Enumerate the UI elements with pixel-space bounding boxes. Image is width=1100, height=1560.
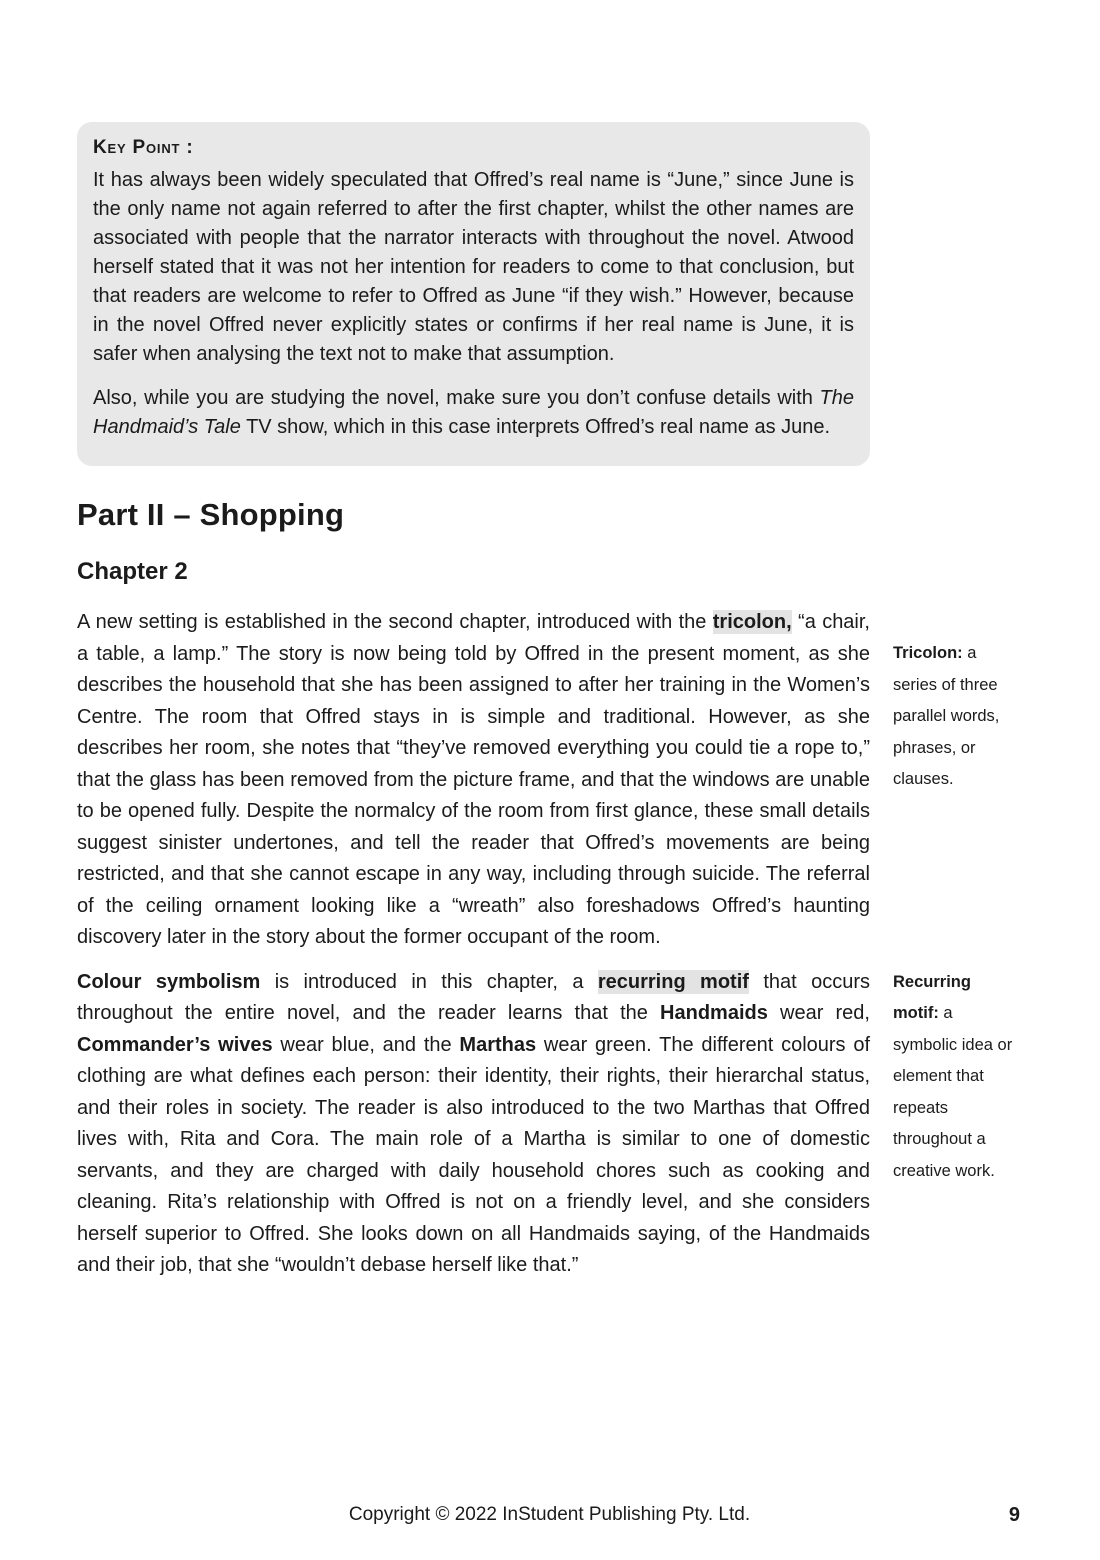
page-footer bbox=[77, 1504, 1022, 1526]
key-point-label: Key Point : bbox=[93, 137, 194, 158]
body-paragraph-1 bbox=[77, 607, 870, 954]
content-row-1 bbox=[77, 607, 1022, 954]
part-title: Part II – Shopping bbox=[77, 497, 345, 532]
text-segment: TV show, which in this case interprets Offred’s real name as June. bbox=[240, 416, 831, 438]
key-point-paragraph-2 bbox=[93, 384, 854, 442]
copyright-text: Copyright © 2022 InStudent Publishing Pty. Ltd. bbox=[348, 1504, 751, 1525]
text-segment: Also, while you are studying the novel, make sure you don’t confuse details with bbox=[93, 387, 820, 409]
text-segment: The Handmaid’s Tale bbox=[93, 387, 854, 438]
margin-note-recurring-motif bbox=[893, 967, 1021, 1188]
text-segment: tricolon, bbox=[712, 611, 792, 633]
text-segment: Recurring motif: bbox=[893, 972, 971, 1022]
text-segment: A new setting is established in the second chapter, introduced with the bbox=[77, 611, 713, 633]
text-segment: a symbolic idea or element that repeats throughout a creative work. bbox=[893, 1004, 1013, 1180]
text-segment: Tricolon: bbox=[893, 644, 963, 662]
body-paragraph-2 bbox=[77, 967, 870, 1282]
text-segment: that occurs throughout the entire novel, and the reader learns that the bbox=[77, 970, 870, 1024]
text-segment: Commander’s wives bbox=[77, 1033, 273, 1056]
text-segment: recurring motif bbox=[597, 970, 749, 993]
text-segment: Marthas bbox=[459, 1033, 537, 1056]
text-segment: “a chair, a table, a lamp.” The story is now being told by Offred in the present moment, as she describes the household that she has been assigned to after her training in the Women’s Centre. The room that Offred stays in is simple and traditional. However, as she describes her room, she notes that “they’ve removed everything you could tie a rope to,” that the glass has been removed from the picture frame, and that the windows are unable to be opened fully. Despite the normalcy of the room from first glance, these small details suggest sinister undertones, and tell the reader that Offred’s movements are being restricted, and that she cannot escape in any way, including through suicide. The referral of the ceiling ornament looking like a “wreath” also foreshadows Offred’s haunting discovery later in the story about the former occupant of the room. bbox=[77, 611, 870, 948]
text-segment: a series of three parallel words, phrases, or clauses. bbox=[893, 644, 1000, 788]
content-row-2 bbox=[77, 967, 1022, 1282]
text-segment: wear blue, and the bbox=[272, 1033, 460, 1056]
text-segment: wear red, bbox=[767, 1002, 870, 1024]
text-segment: is introduced in this chapter, a bbox=[260, 970, 598, 993]
key-point-box bbox=[77, 122, 870, 466]
page-number: 9 bbox=[1008, 1504, 1020, 1526]
margin-note-tricolon bbox=[893, 638, 1021, 796]
text-segment: Handmaids bbox=[660, 1002, 768, 1024]
text-segment: wear green. The different colours of clothing are what defines each person: their identity, their rights, their hierarchal status, and their roles in society. The reader is also introduced to the two Marthas that Offred lives with, Rita and Cora. The main role of a Martha is similar to one of domestic servants, and they are charged with daily household chores such as cooking and cleaning. Rita’s relationship with Offred is not on a friendly level, and she considers herself superior to Offred. She looks down on all Handmaids saying, of the Handmaids and their job, that she “wouldn’t debase herself like that.” bbox=[77, 1033, 870, 1276]
text-segment: Colour symbolism bbox=[77, 970, 261, 993]
chapter-title: Chapter 2 bbox=[77, 558, 188, 585]
text-segment: It has always been widely speculated that Offred’s real name is “June,” since June is the only name not again referred to after the first chapter, whilst the other names are associated with people that the narrator interacts with throughout the novel. Atwood herself stated that it was not her intention for readers to come to that conclusion, but that readers are welcome to refer to Offred as June “if they wish.” However, because in the novel Offred never explicitly states or confirms if her real name is June, it is safer when analysing the text not to make that assumption. bbox=[93, 169, 854, 365]
key-point-paragraph-1 bbox=[93, 166, 854, 369]
